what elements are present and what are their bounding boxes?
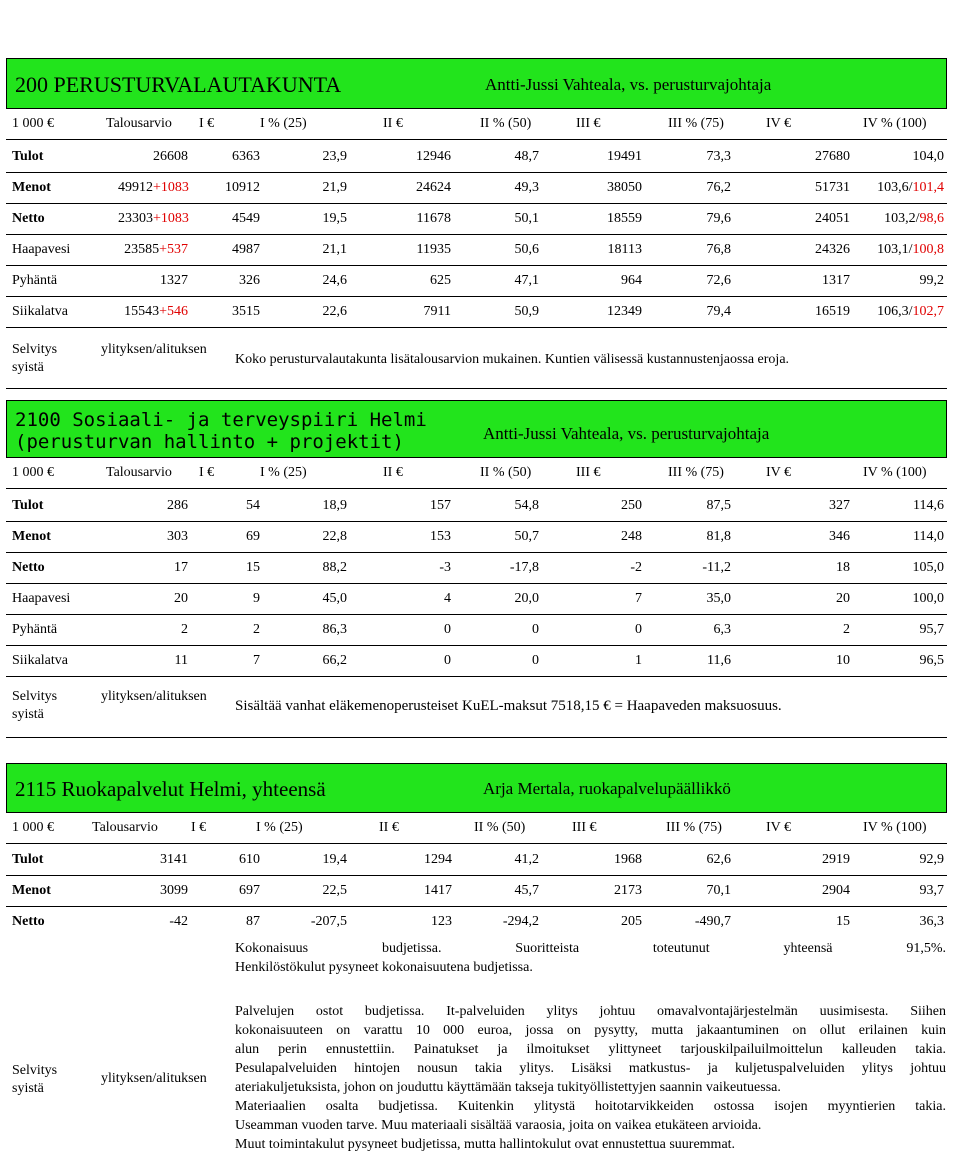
- cell-iii-pct: 76,2: [706, 180, 731, 195]
- cell-iii: 1: [635, 653, 642, 668]
- cell-i: 9: [253, 591, 260, 606]
- col-unit: 1 000 €: [12, 465, 54, 480]
- section-responsible: Antti-Jussi Vahteala, vs. perusturvajohtaja: [485, 75, 772, 94]
- cell-iii-pct: 11,6: [707, 653, 731, 668]
- cell-budget: -42: [169, 914, 188, 929]
- col-unit: 1 000 €: [12, 820, 54, 835]
- cell-iii: 19491: [607, 149, 642, 164]
- cell-i-pct: 24,6: [322, 273, 347, 288]
- expl-label-syista: syistä: [12, 1081, 44, 1096]
- row-label: Netto: [12, 211, 45, 226]
- cell-iii-pct: -490,7: [694, 914, 731, 929]
- cell-iv-pct: 100,0: [912, 591, 944, 606]
- cell-iii: 1968: [614, 852, 642, 867]
- cell-iv: 15: [836, 914, 850, 929]
- cell-iv-pct: 106,3/102,7: [877, 304, 944, 319]
- cell-i: 69: [246, 529, 260, 544]
- cell-i-pct: 22,8: [322, 529, 347, 544]
- section-perusturvalautakunta: [6, 58, 947, 398]
- cell-i-pct: 88,2: [322, 560, 347, 575]
- col-budget: Talousarvio: [92, 820, 158, 835]
- col-i-pct: I % (25): [260, 116, 307, 131]
- col-iii: III €: [576, 116, 601, 131]
- table-row: [6, 522, 947, 553]
- table-row: [6, 615, 947, 646]
- cell-iii-pct: 73,3: [706, 149, 731, 164]
- cell-budget: 11: [174, 653, 188, 668]
- cell-iii-pct: 6,3: [713, 622, 731, 637]
- row-label: Menot: [12, 180, 51, 195]
- explanation-line: Muut toimintakulut pysyneet budjetissa, mutta hallintokulut ovat ennustettua suuremmat.: [235, 1137, 736, 1152]
- cell-i: 6363: [232, 149, 260, 164]
- cell-ii: 12946: [416, 149, 451, 164]
- cell-iv-pct: 103,6/101,4: [877, 180, 944, 195]
- table-row: [6, 646, 947, 677]
- cell-ii: 157: [430, 498, 451, 513]
- cell-iii: 248: [621, 529, 642, 544]
- cell-i-pct: 19,4: [322, 852, 347, 867]
- cell-ii: 11935: [416, 242, 451, 257]
- section-header: [6, 58, 947, 109]
- cell-ii: 24624: [416, 180, 451, 195]
- cell-i: 15: [246, 560, 260, 575]
- cell-i-pct: 22,6: [322, 304, 347, 319]
- table-row: [6, 235, 947, 266]
- cell-budget: 3099: [160, 883, 188, 898]
- explanation-line: Pesulapalveluiden hintojen nousun takia ylitys. Lisäksi matkustus- ja kuljetuspalveluiden ylitys johtuu: [235, 1061, 946, 1076]
- table-row: [6, 204, 947, 235]
- col-ii: II €: [379, 820, 399, 835]
- table-row: [6, 173, 947, 204]
- row-label: Siikalatva: [12, 304, 68, 319]
- explanation-text: Sisältää vanhat eläkemenoperusteiset KuEL-maksut 7518,15 € = Haapaveden maksuosuus.: [235, 698, 782, 714]
- expl-label-syista: syistä: [12, 707, 44, 722]
- expl-label-ylityksen: ylityksen/alituksen: [101, 1071, 207, 1086]
- cell-iv: 2904: [822, 883, 850, 898]
- cell-iv: 51731: [815, 180, 850, 195]
- summary-line-2: Henkilöstökulut pysyneet kokonaisuutena budjetissa.: [235, 960, 533, 975]
- col-i: I €: [191, 820, 207, 835]
- col-ii-pct: II % (50): [480, 465, 532, 480]
- cell-ii-pct: 20,0: [514, 591, 539, 606]
- cell-iii: 0: [635, 622, 642, 637]
- explanation-line: kokonaisuuteen on varattu 10 000 euroa, jossa on pysytty, mutta jakaantuminen on ollut erilainen kuin: [235, 1023, 946, 1038]
- col-ii-pct: II % (50): [474, 820, 526, 835]
- cell-ii: 153: [430, 529, 451, 544]
- cell-iv: 346: [829, 529, 850, 544]
- cell-iv: 10: [836, 653, 850, 668]
- section-header: [6, 763, 947, 813]
- cell-iv: 27680: [815, 149, 850, 164]
- section-title: 2115 Ruokapalvelut Helmi, yhteensä: [15, 777, 326, 801]
- cell-budget: 17: [174, 560, 188, 575]
- cell-iv-pct: 114,6: [913, 498, 944, 513]
- cell-iii: 964: [621, 273, 642, 288]
- cell-budget: 1327: [160, 273, 188, 288]
- cell-iii-pct: 76,8: [706, 242, 731, 257]
- cell-iv-pct: 103,1/100,8: [877, 242, 944, 257]
- expl-label-syista: syistä: [12, 360, 44, 375]
- cell-iv: 18: [836, 560, 850, 575]
- col-iv: IV €: [766, 465, 792, 480]
- col-unit: 1 000 €: [12, 116, 54, 131]
- cell-budget: 49912+1083: [118, 180, 189, 195]
- explanation-block: [6, 1001, 947, 1163]
- col-iii-pct: III % (75): [668, 465, 724, 480]
- cell-i: 326: [239, 273, 260, 288]
- cell-ii-pct: 0: [532, 622, 539, 637]
- cell-i: 54: [246, 498, 260, 513]
- row-label: Siikalatva: [12, 653, 68, 668]
- cell-ii-pct: 50,7: [514, 529, 539, 544]
- cell-budget: 303: [167, 529, 188, 544]
- summary-line-1: Kokonaisuus budjetissa. Suoritteista toteutunut yhteensä 91,5%.: [235, 941, 946, 956]
- cell-iv: 20: [836, 591, 850, 606]
- table-header-row: [6, 458, 947, 489]
- cell-iv-pct: 95,7: [919, 622, 944, 637]
- cell-i-pct: 22,5: [322, 883, 347, 898]
- row-label: Tulot: [12, 149, 44, 164]
- cell-ii-pct: -294,2: [502, 914, 539, 929]
- cell-iv: 2: [843, 622, 850, 637]
- cell-ii: 11678: [416, 211, 451, 226]
- table-row: [6, 491, 947, 522]
- table-row: [6, 907, 947, 937]
- col-ii-pct: II % (50): [480, 116, 532, 131]
- cell-iv-pct: 36,3: [919, 914, 944, 929]
- cell-ii-pct: 45,7: [514, 883, 539, 898]
- cell-iii: 250: [621, 498, 642, 513]
- cell-budget: 23303+1083: [118, 211, 189, 226]
- expl-label-ylityksen: ylityksen/alituksen: [101, 689, 207, 704]
- cell-i: 2: [253, 622, 260, 637]
- row-label: Tulot: [12, 852, 44, 867]
- cell-iii-pct: 62,6: [706, 852, 731, 867]
- cell-iii-pct: -11,2: [702, 560, 731, 575]
- cell-ii: -3: [439, 560, 451, 575]
- cell-budget: 23585+537: [124, 242, 188, 257]
- col-iv-pct: IV % (100): [863, 465, 927, 480]
- cell-ii: 0: [444, 653, 451, 668]
- cell-iv: 2919: [822, 852, 850, 867]
- cell-ii: 0: [444, 622, 451, 637]
- row-label: Pyhäntä: [12, 622, 58, 637]
- cell-iv: 16519: [815, 304, 850, 319]
- cell-ii: 123: [431, 914, 452, 929]
- cell-iii: 2173: [614, 883, 642, 898]
- col-ii: II €: [383, 465, 403, 480]
- cell-ii-pct: 50,9: [514, 304, 539, 319]
- explanation-line: alun perin ennustettiin. Painatukset ja ilmoitukset ylittyneet tarjouskilpailuilmoittelun kalleuden takia.: [235, 1042, 946, 1057]
- cell-i-pct: 86,3: [322, 622, 347, 637]
- cell-iv-pct: 104,0: [912, 149, 944, 164]
- col-iv-pct: IV % (100): [863, 820, 927, 835]
- cell-i: 87: [246, 914, 260, 929]
- cell-i: 7: [253, 653, 260, 668]
- explanation-line: Materiaalien osalta budjetissa. Kuitenkin ylitystä hoitotarvikkeiden ostossa isojen myyntierien takia.: [235, 1099, 946, 1114]
- cell-ii: 7911: [423, 304, 451, 319]
- expl-label-selvitys: Selvitys: [12, 342, 58, 357]
- col-i: I €: [199, 465, 215, 480]
- row-label: Menot: [12, 529, 51, 544]
- expl-label-selvitys: Selvitys: [12, 689, 58, 704]
- section-responsible: Antti-Jussi Vahteala, vs. perusturvajohtaja: [483, 424, 770, 443]
- col-budget: Talousarvio: [106, 116, 172, 131]
- table-row: [6, 553, 947, 584]
- cell-iii-pct: 79,6: [706, 211, 731, 226]
- expl-label-selvitys: Selvitys: [12, 1063, 58, 1078]
- cell-i-pct: 66,2: [322, 653, 347, 668]
- explanation-line: Palvelujen ostot budjetissa. It-palveluiden ylitys johtuu omavalvontajärjestelmän uusimisesta. Siihen: [235, 1004, 946, 1019]
- cell-i-pct: 21,9: [322, 180, 347, 195]
- cell-iv: 24326: [815, 242, 850, 257]
- explanation-block: [6, 679, 947, 738]
- cell-i-pct: 21,1: [322, 242, 347, 257]
- cell-iv-pct: 93,7: [919, 883, 944, 898]
- col-i-pct: I % (25): [260, 465, 307, 480]
- section-responsible: Arja Mertala, ruokapalvelupäällikkö: [483, 779, 731, 798]
- cell-iii: 38050: [607, 180, 642, 195]
- table-row: [6, 845, 947, 876]
- cell-i: 697: [239, 883, 260, 898]
- col-iii: III €: [572, 820, 597, 835]
- cell-i-pct: -207,5: [310, 914, 347, 929]
- cell-ii: 1417: [424, 883, 452, 898]
- cell-budget: 26608: [153, 149, 188, 164]
- table-row: [6, 142, 947, 173]
- table-header-row: [6, 109, 947, 140]
- row-label: Netto: [12, 914, 45, 929]
- cell-i: 4987: [232, 242, 260, 257]
- section-header: [6, 400, 947, 458]
- cell-iii: 12349: [607, 304, 642, 319]
- cell-ii-pct: 0: [532, 653, 539, 668]
- cell-iv-pct: 103,2/98,6: [884, 211, 944, 226]
- cell-iv-pct: 96,5: [919, 653, 944, 668]
- cell-budget: 20: [174, 591, 188, 606]
- table-row: [6, 584, 947, 615]
- row-label: Pyhäntä: [12, 273, 58, 288]
- cell-iii-pct: 70,1: [706, 883, 731, 898]
- cell-ii-pct: 49,3: [514, 180, 539, 195]
- cell-budget: 15543+546: [124, 304, 188, 319]
- cell-iv-pct: 92,9: [919, 852, 944, 867]
- row-label: Haapavesi: [12, 591, 71, 606]
- row-label: Menot: [12, 883, 51, 898]
- row-label: Netto: [12, 560, 45, 575]
- section-title-line2: (perusturvan hallinto + projektit): [15, 431, 404, 453]
- cell-ii-pct: 50,6: [514, 242, 539, 257]
- cell-i-pct: 23,9: [322, 149, 347, 164]
- cell-iii-pct: 35,0: [706, 591, 731, 606]
- cell-budget: 3141: [160, 852, 188, 867]
- col-i-pct: I % (25): [256, 820, 303, 835]
- col-iv: IV €: [766, 116, 792, 131]
- cell-iv: 1317: [822, 273, 850, 288]
- table-row: [6, 266, 947, 297]
- section-title-line1: 2100 Sosiaali- ja terveyspiiri Helmi: [15, 409, 427, 431]
- section-sosiaali-terveyspiiri: [6, 400, 947, 745]
- section-ruokapalvelut: [6, 763, 947, 1163]
- explanation-line: Useamman vuoden tarve. Muu materiaali sisältää varaosia, joita on vaikea etukäteen arvioida.: [235, 1118, 762, 1133]
- cell-iv-pct: 99,2: [919, 273, 944, 288]
- explanation-text: Koko perusturvalautakunta lisätalousarvion mukainen. Kuntien välisessä kustannustenjaossa eroja.: [235, 352, 790, 367]
- cell-iii: 18559: [607, 211, 642, 226]
- cell-budget: 286: [167, 498, 188, 513]
- cell-i-pct: 18,9: [322, 498, 347, 513]
- cell-iii-pct: 81,8: [706, 529, 731, 544]
- cell-iv-pct: 114,0: [913, 529, 944, 544]
- cell-ii-pct: 47,1: [514, 273, 539, 288]
- cell-ii-pct: 48,7: [514, 149, 539, 164]
- cell-i: 10912: [225, 180, 260, 195]
- cell-iii-pct: 87,5: [706, 498, 731, 513]
- cell-i: 610: [239, 852, 260, 867]
- row-label: Tulot: [12, 498, 44, 513]
- expl-label-ylityksen: ylityksen/alituksen: [101, 342, 207, 357]
- cell-iii: 18113: [607, 242, 642, 257]
- cell-iii: 205: [621, 914, 642, 929]
- cell-ii-pct: 54,8: [514, 498, 539, 513]
- cell-ii: 625: [430, 273, 451, 288]
- col-iii-pct: III % (75): [668, 116, 724, 131]
- cell-iii-pct: 79,4: [706, 304, 731, 319]
- explanation-line: ateriakuljetuksista, johon on jouduttu käyttämään takseja tukityöllistettyjen saannin vaikeutuessa.: [235, 1080, 781, 1095]
- cell-i-pct: 45,0: [322, 591, 347, 606]
- row-label: Haapavesi: [12, 242, 71, 257]
- col-i: I €: [199, 116, 215, 131]
- col-iv: IV €: [766, 820, 792, 835]
- col-ii: II €: [383, 116, 403, 131]
- cell-i: 3515: [232, 304, 260, 319]
- cell-iv: 24051: [815, 211, 850, 226]
- col-budget: Talousarvio: [106, 465, 172, 480]
- cell-iii-pct: 72,6: [706, 273, 731, 288]
- cell-ii: 1294: [424, 852, 452, 867]
- section-title: 200 PERUSTURVALAUTAKUNTA: [15, 72, 342, 97]
- cell-ii-pct: -17,8: [509, 560, 539, 575]
- cell-iv-pct: 105,0: [912, 560, 944, 575]
- col-iii: III €: [576, 465, 601, 480]
- cell-ii-pct: 50,1: [514, 211, 539, 226]
- table-row: [6, 876, 947, 907]
- col-iii-pct: III % (75): [666, 820, 722, 835]
- cell-i-pct: 19,5: [322, 211, 347, 226]
- cell-budget: 2: [181, 622, 188, 637]
- table-row: [6, 297, 947, 328]
- cell-iii: -2: [630, 560, 642, 575]
- cell-i: 4549: [232, 211, 260, 226]
- cell-iii: 7: [635, 591, 642, 606]
- cell-iv: 327: [829, 498, 850, 513]
- cell-ii: 4: [444, 591, 451, 606]
- table-header-row: [6, 813, 947, 844]
- explanation-block: [6, 330, 947, 389]
- cell-ii-pct: 41,2: [514, 852, 539, 867]
- col-iv-pct: IV % (100): [863, 116, 927, 131]
